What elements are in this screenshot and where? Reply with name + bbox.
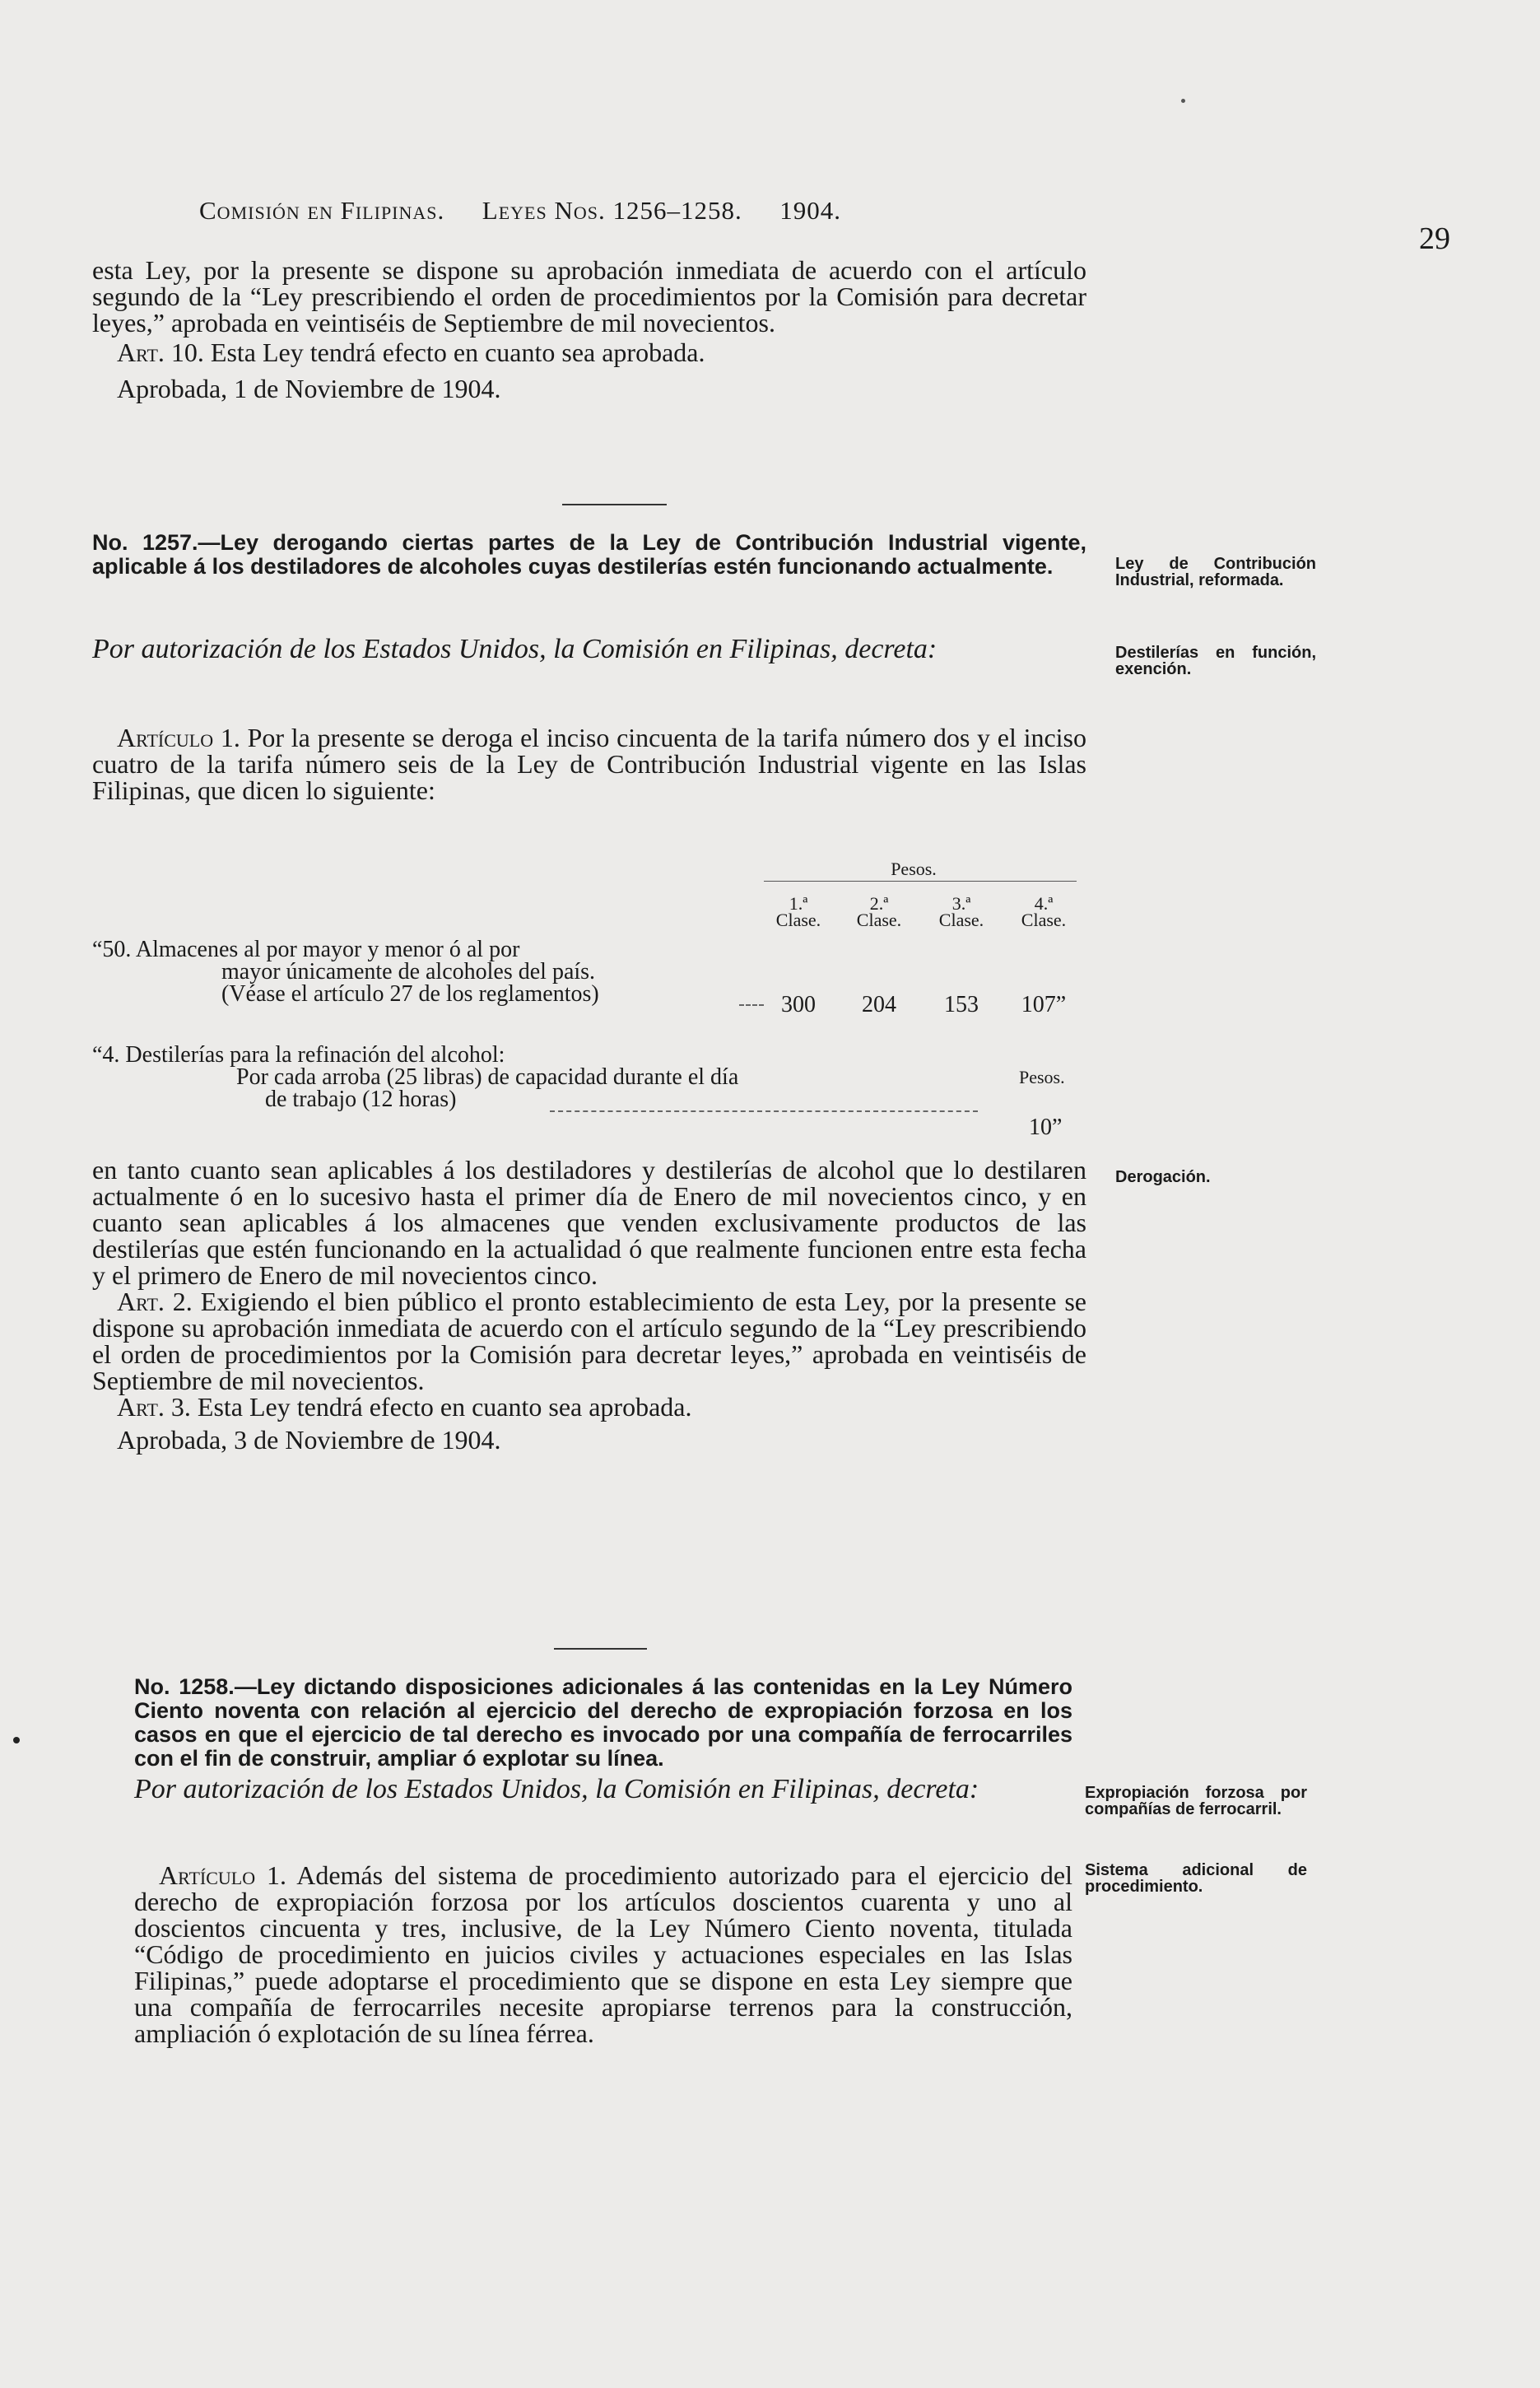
margin-note-derogation: Derogación. — [1115, 1168, 1211, 1186]
article-text: Esta Ley tendrá efecto en cuanto sea aprobada. — [197, 1392, 692, 1422]
table1-item-line-2: mayor únicamente de alcoholes del país. — [221, 959, 596, 985]
approval-date: Aprobada, 1 de Noviembre de 1904. — [117, 374, 501, 403]
header-year: 1904. — [779, 196, 841, 225]
table2-item-line-2: Por cada arroba (25 libras) de capacidad durante el día — [236, 1064, 739, 1090]
article-1 — [92, 724, 1086, 803]
table2-value: 10” — [1029, 1115, 1063, 1140]
law-title-text: —Ley derogando ciertas partes de la Ley de Contribución Industrial vigente, aplicable á los destiladores de alcoholes cuyas destilerías estén funcionando actualmente. — [92, 530, 1087, 579]
header-commission: Comisión en Filipinas. — [199, 196, 445, 225]
section-divider — [554, 1648, 647, 1650]
article-2 — [92, 1288, 1086, 1394]
article-label: Art. 3. — [117, 1392, 191, 1422]
law-1257-article-1 — [92, 724, 1086, 803]
law-1258-title — [134, 1675, 1072, 1771]
article-text: Por la presente se deroga el inciso cincuenta de la tarifa número dos y el inciso cuatro de la tarifa número seis de la Ley de Contribución Industrial vigente en las Islas Filipinas, que dicen lo siguiente: — [92, 723, 1087, 805]
article-text: Esta Ley tendrá efecto en cuanto sea aprobada. — [210, 337, 705, 367]
article-text: Exigiendo el bien público el pronto establecimiento de esta Ley, por la presente se dispone su aprobación inmediata de acuerdo con el artículo segundo de la “Ley prescribiendo el orden de procedimientos por la Comisión para decretar leyes,” aprobada en veintiséis de Septiembre de mil novecientos. — [92, 1287, 1087, 1395]
table1-header-rule — [764, 881, 1077, 882]
running-header — [199, 196, 841, 226]
law-1258-article-1 — [134, 1862, 1072, 2046]
law-1256-end — [92, 257, 1086, 402]
class-header-1: 1.ª Clase. — [775, 893, 821, 930]
table1-value-1: 300 — [781, 992, 816, 1017]
margin-note-exemption: Destilerías en función, exención. — [1115, 644, 1316, 678]
article-label: Art. 10. — [117, 337, 204, 367]
enacting-clause-1258: Por autorización de los Estados Unidos, la Comisión en Filipinas, decreta: — [134, 1774, 979, 1804]
article-text: Además del sistema de procedimiento autorizado para el ejercicio del derecho de expropiación forzosa por los artículos doscientos cuarenta y uno al doscientos cincuenta y tres, inclusive, de la Ley Número Ciento noventa, titulada “Código de procedimiento en juicios civiles y actuaciones especiales en las Islas Filipinas,” puede adoptarse el procedimiento que se dispone en esta Ley siempre que una compañía de ferrocarriles necesite apropiarse terrenos para la construcción, ampliación ó explotación de su línea férrea. — [134, 1860, 1072, 2048]
margin-note-reformed: Ley de Contribución Industrial, reformada. — [1115, 555, 1316, 589]
table1-leader — [739, 1004, 764, 1006]
article-3 — [92, 1394, 1086, 1420]
table1-pesos-label: Pesos. — [891, 859, 937, 879]
table2-item-line-1: “4. Destilerías para la refinación del alcohol: — [92, 1042, 505, 1068]
page-number: 29 — [1419, 221, 1450, 256]
article-label: Art. 2. — [117, 1287, 193, 1316]
article-label: Artículo 1. — [117, 723, 240, 752]
class-header-3: 3.ª Clase. — [938, 893, 984, 930]
class-header-4: 4.ª Clase. — [1021, 893, 1067, 930]
enacting-clause-1257: Por autorización de los Estados Unidos, la Comisión en Filipinas, decreta: — [92, 634, 937, 664]
law-number: No. 1258. — [134, 1674, 235, 1699]
table1-value-3: 153 — [944, 992, 979, 1017]
class-header-2: 2.ª Clase. — [856, 893, 902, 930]
margin-note-additional-system: Sistema adicional de procedimiento. — [1085, 1861, 1307, 1896]
scan-speck — [1181, 99, 1185, 103]
table1-item — [92, 938, 751, 1005]
table1-item-line-1: “50. Almacenes al por mayor y menor ó al por — [92, 937, 520, 962]
paragraph: esta Ley, por la presente se dispone su aprobación inmediata de acuerdo con el artículo segundo de la “Ley prescribiendo el orden de procedimientos por la Comisión para decretar leyes,” aprobada en veintiséis de Septiembre de mil novecientos. — [92, 255, 1086, 337]
table1-value-4: 107” — [1021, 992, 1067, 1017]
margin-note-expropriation: Expropiación forzosa por compañías de ferrocarril. — [1085, 1784, 1307, 1818]
table2-item-line-3: de trabajo (12 horas) — [265, 1087, 457, 1112]
continuation-paragraph: en tanto cuanto sean aplicables á los destiladores y destilerías de alcohol que lo destilaren actualmente ó en lo sucesivo hasta el primer día de Enero de mil novecientos cinco, y en cuanto sean aplicables á los almacenes que venden exclusivamente productos de las destilerías que estén funcionando en la actualidad ó que realmente funcionen entre esta fecha y el primero de Enero de mil novecientos cinco. — [92, 1155, 1086, 1290]
header-laws: Leyes Nos. 1256–1258. — [482, 196, 742, 225]
law-1257-title — [92, 531, 1086, 579]
law-number: No. 1257. — [92, 530, 198, 555]
table1-item-line-3: (Véase el artículo 27 de los reglamentos) — [221, 981, 599, 1007]
law-title-text: —Ley dictando disposiciones adicionales á las contenidas en la Ley Número Ciento noventa con relación al ejercicio del derecho de expropiación forzosa en los casos en que el ejercicio de tal derecho es invocado por una compañía de ferrocarriles con el fin de construir, ampliar ó explotar su línea. — [134, 1674, 1073, 1771]
table2-pesos-label: Pesos. — [1019, 1067, 1065, 1087]
table1-value-2: 204 — [862, 992, 896, 1017]
law-1257-continuation — [92, 1157, 1086, 1453]
table2-item — [92, 1044, 998, 1110]
approval-date: Aprobada, 3 de Noviembre de 1904. — [117, 1425, 501, 1455]
article-1 — [134, 1862, 1072, 2046]
table2-leader — [550, 1110, 978, 1112]
section-divider — [562, 504, 667, 505]
article-label: Artículo 1. — [159, 1860, 287, 1890]
article-10 — [92, 339, 1086, 365]
binding-hole-mark — [13, 1737, 20, 1743]
